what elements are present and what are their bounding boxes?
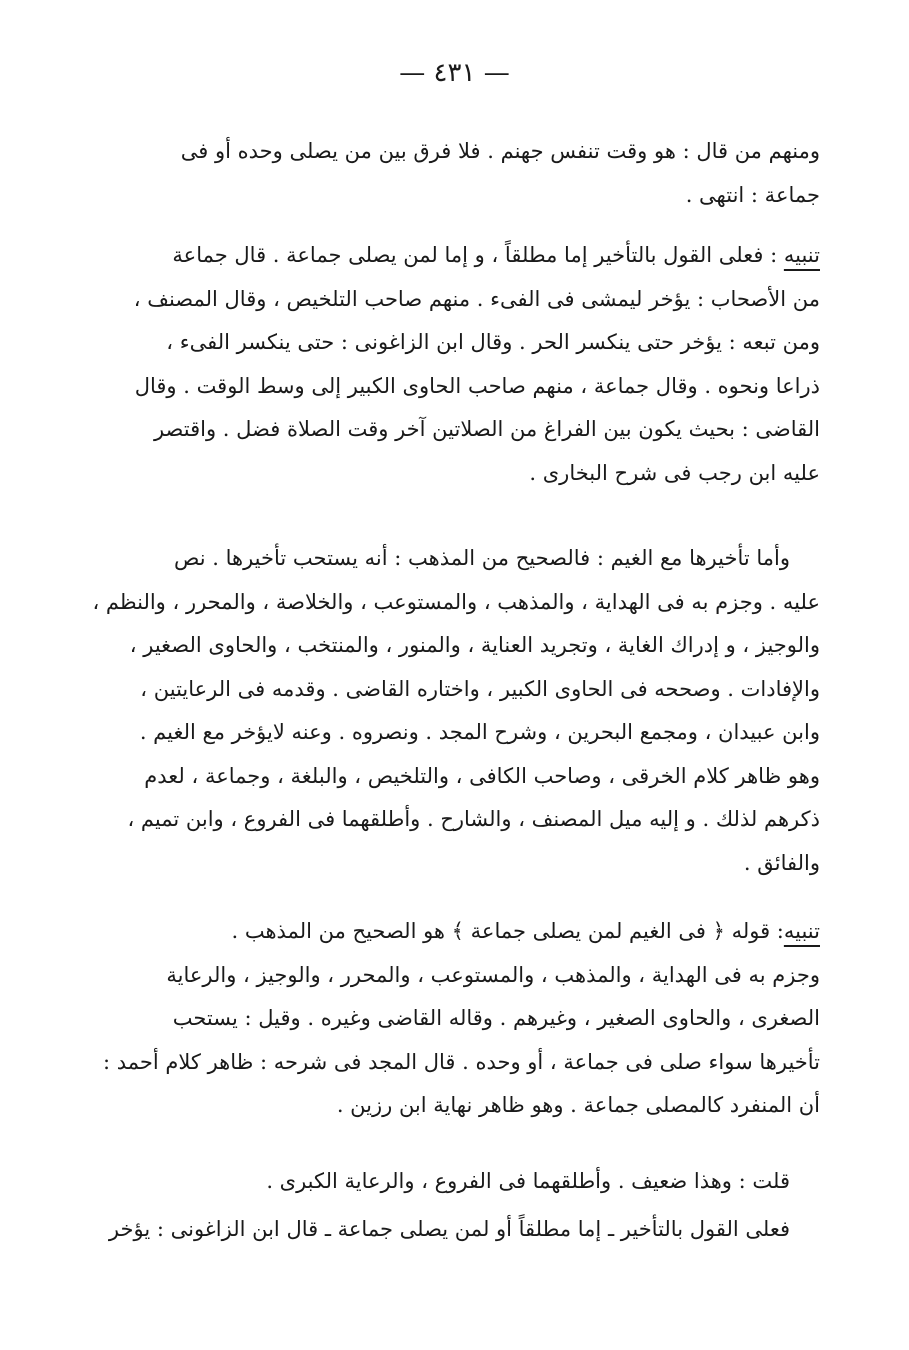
- note-heading: تنبيه: [783, 243, 820, 267]
- paragraph-2-note: [133, 234, 820, 495]
- text-line: ذكرهم لذلك . و إليه ميل المصنف ، والشارح . وأطلقهما فى الفروع ، وابن تميم ،: [127, 807, 820, 831]
- paragraph-1: [180, 130, 820, 217]
- note-text: : فعلى القول بالتأخير إما مطلقاً ، و إما لمن يصلى جماعة . قال جماعة: [172, 243, 778, 267]
- text-line: فعلى القول بالتأخير ـ إما مطلقاً أو لمن يصلى جماعة ـ قال ابن الزاغونى : يؤخر: [108, 1217, 790, 1241]
- text-line: عليه ابن رجب فى شرح البخارى .: [529, 460, 820, 485]
- paragraph-5: [180, 1160, 820, 1204]
- text-line: وأما تأخيرها مع الغيم : فالصحيح من المذهب : أنه يستحب تأخيرها . نص: [174, 546, 790, 570]
- text-line: [172, 234, 820, 278]
- text-line: الصغرى ، والحاوى الصغير ، وغيرهم . وقاله القاضى وغيره . وقيل : يستحب: [172, 1006, 820, 1030]
- text-line: جماعة : انتهى .: [685, 182, 820, 207]
- text-line: ذراعا ونحوه . وقال جماعة ، منهم صاحب الحاوى الكبير إلى وسط الوقت . وقال: [134, 373, 820, 398]
- text-line: والوجيز ، و إدراك الغاية ، وتجريد العناية ، والمنور ، والمنتخب ، والحاوى الصغير ،: [129, 633, 820, 657]
- text-line: ومنهم من قال : هو وقت تنفس جهنم . فلا فرق بين من يصلى وحده أو فى: [180, 139, 820, 163]
- text-line: [180, 910, 820, 954]
- text-line: من الأصحاب : يؤخر ليمشى فى الفىء . منهم صاحب التلخيص ، وقال المصنف ،: [133, 286, 820, 311]
- text-line: عليه . وجزم به فى الهداية ، والمذهب ، والمستوعب ، والخلاصة ، والمحرر ، والنظم ،: [92, 589, 820, 614]
- paragraph-3: [92, 537, 820, 885]
- note-text: : قوله ﴿ فى الغيم لمن يصلى جماعة ﴾ هو الصحيح من المذهب .: [231, 919, 784, 943]
- page-number: — ٤٣١ —: [399, 58, 510, 88]
- text-line: والفائق .: [743, 850, 820, 875]
- note-heading: تنبيه: [783, 919, 820, 943]
- text-line: وابن عبيدان ، ومجمع البحرين ، وشرح المجد . ونصروه . وعنه لايؤخر مع الغيم .: [139, 720, 820, 744]
- text-line: ومن تبعه : يؤخر حتى ينكسر الحر . وقال ابن الزاغونى : حتى ينكسر الفىء ،: [166, 330, 820, 354]
- text-line: والإفادات . وصححه فى الحاوى الكبير ، واختاره القاضى . وقدمه فى الرعايتين ،: [140, 676, 820, 701]
- text-line: تأخيرها سواء صلى فى جماعة ، أو وحده . قال المجد فى شرحه : ظاهر كلام أحمد :: [102, 1049, 820, 1074]
- text-line: القاضى : بحيث يكون بين الفراغ من الصلاتين آخر وقت الصلاة فضل . واقتصر: [153, 417, 820, 441]
- text-line: وجزم به فى الهداية ، والمذهب ، والمستوعب ، والمحرر ، والوجيز ، والرعاية: [166, 962, 820, 987]
- text-line: أن المنفرد كالمصلى جماعة . وهو ظاهر نهاية ابن رزين .: [336, 1093, 820, 1117]
- text-line: قلت : وهذا ضعيف . وأطلقهما فى الفروع ، والرعاية الكبرى .: [266, 1169, 790, 1193]
- paragraph-4-note: [102, 910, 820, 1128]
- text-line: وهو ظاهر كلام الخرقى ، وصاحب الكافى ، والتلخيص ، والبلغة ، وجماعة ، لعدم: [144, 763, 820, 788]
- paragraph-6: [108, 1208, 820, 1252]
